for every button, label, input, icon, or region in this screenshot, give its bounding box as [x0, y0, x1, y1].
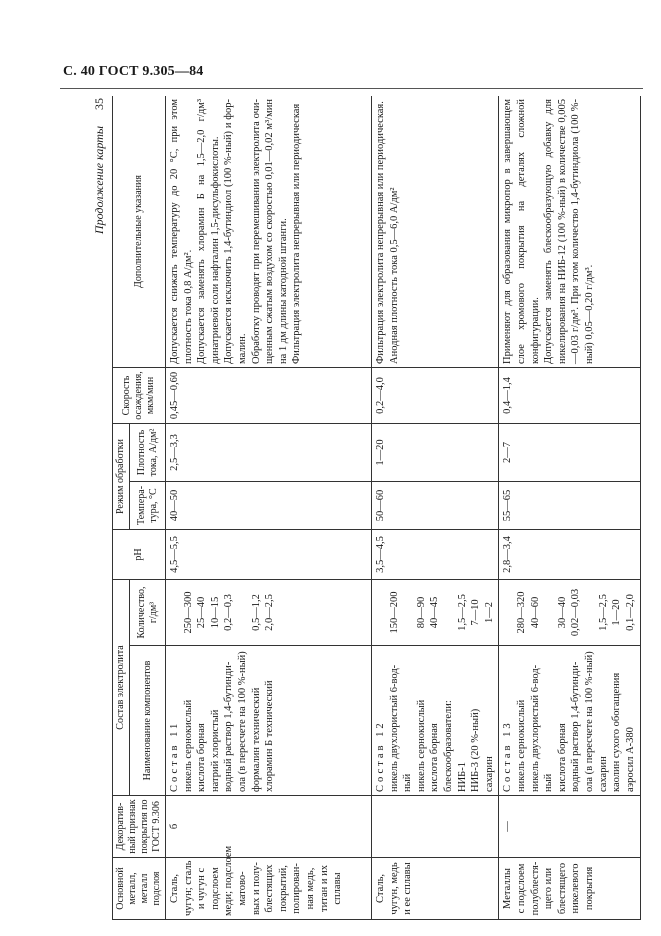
components-cell: Состав 11 никель сернокислый кислота борная натрий хлористый водный раствор 1,4-бутинди- ола (в пересчете на 100 %-ный) формалин технический хлорамин Б технический	[166, 646, 372, 796]
rotated-content	[90, 96, 646, 920]
table-top-line	[90, 96, 112, 920]
col-composition: Состав электролита	[113, 579, 130, 795]
components-cell: Состав 12 никель двухлористый 6-вод- ный никель сернокислый кислота борная блескообразователи: НИБ-1 НИБ-3 (20 %-ный) сахарин	[372, 646, 499, 796]
col-deposition-rate: Скорость осаждения, мкм/мин	[113, 367, 166, 423]
col-current-density: Плотность тока, А/дм²	[130, 423, 166, 481]
page-number: 35	[92, 98, 106, 110]
col-notes: Дополнительные указания	[113, 96, 166, 367]
page-header: С. 40 ГОСТ 9.305—84	[63, 64, 204, 79]
ph-cell: 3,5—4,5	[372, 529, 499, 579]
notes-cell: Фильтрация электролита непрерывная или периодическая. Анодная плотность тока 0,5—6,0 А/дм²	[372, 96, 499, 367]
col-ph: рН	[113, 529, 166, 579]
quantities-cell: 150—200 80—90 40—45 1,5—2,5 7—10 1—2	[372, 579, 499, 645]
base-metal-cell: Сталь, чугун, медь и ее сплавы	[372, 858, 499, 920]
table-row	[372, 96, 499, 920]
col-decorative: Декоративный признак покрытия по ГОСТ 9.306	[113, 796, 166, 858]
quantities-cell: 280—320 40—60 30—40 0,02—0,03 1,5—2,5 1—20 0,1—2,0	[499, 579, 641, 645]
col-temperature: Температура, °С	[130, 481, 166, 529]
table-row	[166, 96, 372, 920]
continuation-label: Продолжение карты	[92, 126, 106, 235]
decorative-cell	[372, 796, 499, 858]
electrolyte-table	[112, 96, 641, 920]
current-density-cell: 2,5—3,3	[166, 423, 372, 481]
table-row	[499, 96, 641, 920]
temperature-cell: 55—65	[499, 481, 641, 529]
deposition-rate-cell: 0,45—0,60	[166, 367, 372, 423]
col-base-metal: Основной металл, металл подслоя	[113, 858, 166, 920]
col-mode: Режим обработки	[113, 423, 130, 529]
notes-cell: Применяют для образования микропор в завершающем слое хромового покрытия на деталях сложной конфигурации. Допускается заменять блескообразующую добавку для никелирования на НИБ-12 (100 %-ный) в количестве 0,005—0,03 г/дм³. При этом количество 1,4-бутиндиола (100 %-ный) 0,05—0,20 г/дм³.	[499, 96, 641, 367]
ph-cell: 4,5—5,5	[166, 529, 372, 579]
decorative-cell: б	[166, 796, 372, 858]
rotated-table-area	[90, 96, 646, 920]
notes-cell: Допускается снижать температуру до 20 °С, при этом плотность тока 0,8 А/дм². Допускается заменять хлорамин Б на 1,5—2,0 г/дм³ динатриевой соли нафталин 1,5-дисульфокислоты. Допускается исключить 1,4-бутиндиол (100 %-ный) и формалин. Обработку проводят при перемешивании электролита очищенным сжатым воздухом со скоростью 0,01—0,02 м³/мин на 1 дм длины катодной штанги. Фильтрация электролита непрерывная или периодическая	[166, 96, 372, 367]
ph-cell: 2,8—3,4	[499, 529, 641, 579]
header-rule	[60, 88, 643, 89]
temperature-cell: 40—50	[166, 481, 372, 529]
deposition-rate-cell: 0,4—1,4	[499, 367, 641, 423]
quantities-cell: 250—300 25—40 10—15 0,2—0,3 0,5—1,2 2,0—2,5	[166, 579, 372, 645]
components-cell: Состав 13 никель сернокислый никель двухлористый 6-вод- ный кислота борная водный раствор 1,4-бутинди- ола (в пересчете на 100 %-ный) сахарин каолин сухого обогащения аэросил А-380	[499, 646, 641, 796]
deposition-rate-cell: 0,2—4,0	[372, 367, 499, 423]
temperature-cell: 50—60	[372, 481, 499, 529]
base-metal-cell: Сталь, чугун; сталь и чугун с подслоем меди; подслоем матово- вых и полу- блестящих покрытий, полирован- ная медь, титан и их сплавы	[166, 858, 372, 920]
col-quantity: Количество, г/дм³	[130, 579, 166, 645]
current-density-cell: 2—7	[499, 423, 641, 481]
decorative-cell: —	[499, 796, 641, 858]
current-density-cell: 1—20	[372, 423, 499, 481]
base-metal-cell: Металлы с подслоем полублестя- щего или блестящего никелевого покрытия	[499, 858, 641, 920]
col-component-name: Наименование компонентов	[130, 646, 166, 796]
